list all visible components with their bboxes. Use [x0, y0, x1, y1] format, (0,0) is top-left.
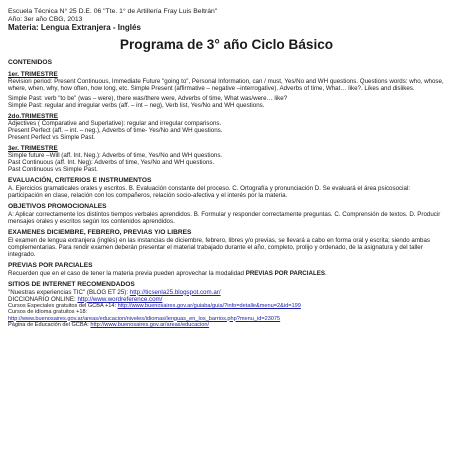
site-item	[8, 296, 445, 303]
previas-text	[8, 270, 445, 277]
trimestre-1-text-2: Simple Past: verb "to be" (was – were), there was/there were, Adverbs of time, What was/were… like?	[8, 94, 288, 102]
examenes-text: El examen de lengua extranjera (inglés) en las instancias de diciembre, febrero, libres y/o previas, se llevará a cabo en forma oral y escrita; siendo ambas complementarias. Para rendir examen deberán presentar el material trabajado durante el año, completo, prolijo y ordenado, de la asignatura y del taller integrado.	[8, 236, 430, 258]
trimestre-3-title: 3er. TRIMESTRE	[8, 144, 58, 152]
site-item	[8, 289, 445, 296]
examenes-heading: EXAMENES DICIEMBRE, FEBRERO, PREVIAS Y/O LIBRES	[8, 229, 192, 237]
subject-line: Materia: Lengua Extranjera - Inglés	[8, 23, 141, 33]
site-link[interactable]: http://ticsenla25.blogspot.com.ar/	[129, 288, 221, 296]
trimestre-3-text-2: Past Continuous (aff. Int. Neg): Adverbs of time, Yes/No and WH questions.	[8, 158, 215, 166]
site-label: Página de Educación del GCBA:	[8, 321, 91, 328]
sitios-heading: SITIOS DE INTERNET RECOMENDADOS	[8, 281, 135, 289]
trimestre-1-title: 1er. TRIMESTRE	[8, 70, 58, 78]
document-page	[8, 8, 445, 328]
site-link[interactable]: http://www.buenosaires.gov.ar/guiaba/guia/?info=detalle&menu=2&id=199	[117, 302, 301, 309]
site-link[interactable]: http://www.wordreference.com/	[77, 295, 163, 303]
previas-text-prefix: Recuerden que en el caso de tener la materia previa pueden aprovechar la modalidad	[8, 269, 246, 277]
trimestre-2-text-2: Present Perfect (aff. – int. – neg.), Adverbs of time- Yes/No and WH questions.	[8, 126, 223, 134]
trimestre-1-text-3: Simple Past: regular and irregular verbs (aff. – int – neg), Verb list, Yes/No and WH questions.	[8, 101, 265, 109]
page-title: Programa de 3° año Ciclo Básico	[119, 37, 334, 53]
school-name: Escuela Técnica N° 25 D.E. 06 "Tte. 1° de Artillería Fray Luis Beltrán"	[8, 8, 218, 15]
objetivos-heading: OBJETIVOS PROMOCIONALES	[8, 203, 107, 211]
previas-heading: PREVIAS POR PARCIALES	[8, 262, 93, 270]
trimestre-2-text-1: Adjectives ( Comparative and Superlative): regular and irregular comparisons.	[8, 119, 222, 127]
site-label: "Nuestras experiencias TIC" (BLOG ET 25):	[8, 288, 130, 296]
site-item	[8, 322, 445, 328]
site-link[interactable]: http://www.buenosaires.gov.ar/areas/educacion/	[90, 321, 210, 328]
trimestre-3-text-3: Past Continuous vs Simple Past.	[8, 165, 98, 173]
site-label: Cursos Especiales gratuitos del GCBA +14:	[8, 302, 118, 309]
trimestre-2-text-3: Present Perfect vs Simple Past.	[8, 133, 96, 141]
site-label: Cursos de idioma gratuitos +18:	[8, 309, 88, 316]
site-label: DICCIONARIO ONLINE:	[8, 295, 78, 303]
trimestre-1-text-1: Revision period: Present Continuous, Immediate Future "going to", Personal Information, can / must, Yes/No and WH questions. Questions words: who, whose, where, when, why, how often, how long, etc. Simple Present (affirmative – negative –interrogative). Adverbs of time, What… like?. Likes and dislikes.	[8, 77, 444, 92]
evaluacion-text: A. Ejercicios gramaticales orales y escritos. B. Evaluación constante del proceso. C. Ortografía y pronunciación D. Se evaluará el área psicosocial: participación en clase, relación con los compañeros, relación socio-afectiva y el interés por la materia.	[8, 184, 411, 199]
site-link[interactable]: http://www.buenosaires.gov.ar/areas/educacion/niveles/idiomas/lenguas_en_los_barrios.php?menu_id=23075	[8, 315, 281, 322]
evaluacion-heading: EVALUACIÓN, CRITERIOS E INSTRUMENTOS	[8, 177, 152, 185]
previas-text-suffix: .	[325, 269, 327, 277]
previas-text-bold: PREVIAS POR PARCIALES	[245, 269, 325, 277]
trimestre-3-text-1: Simple future –Will (aff. Int. Neg.): Adverbs of time, Yes/No and WH questions.	[8, 151, 223, 159]
course-year: Año: 3er año CBG, 2013	[8, 15, 83, 23]
trimestre-2-title: 2do.TRIMESTRE	[8, 112, 59, 120]
objetivos-text: A: Aplicar correctamente los distintos tiempos verbales aprendidos. B. Formular y responder correctamente preguntas. C. Comprensión de textos. D. Producir mensajes orales y escritos según los contenidos aprendidos.	[8, 210, 441, 225]
contenidos-heading: CONTENIDOS	[8, 59, 52, 67]
